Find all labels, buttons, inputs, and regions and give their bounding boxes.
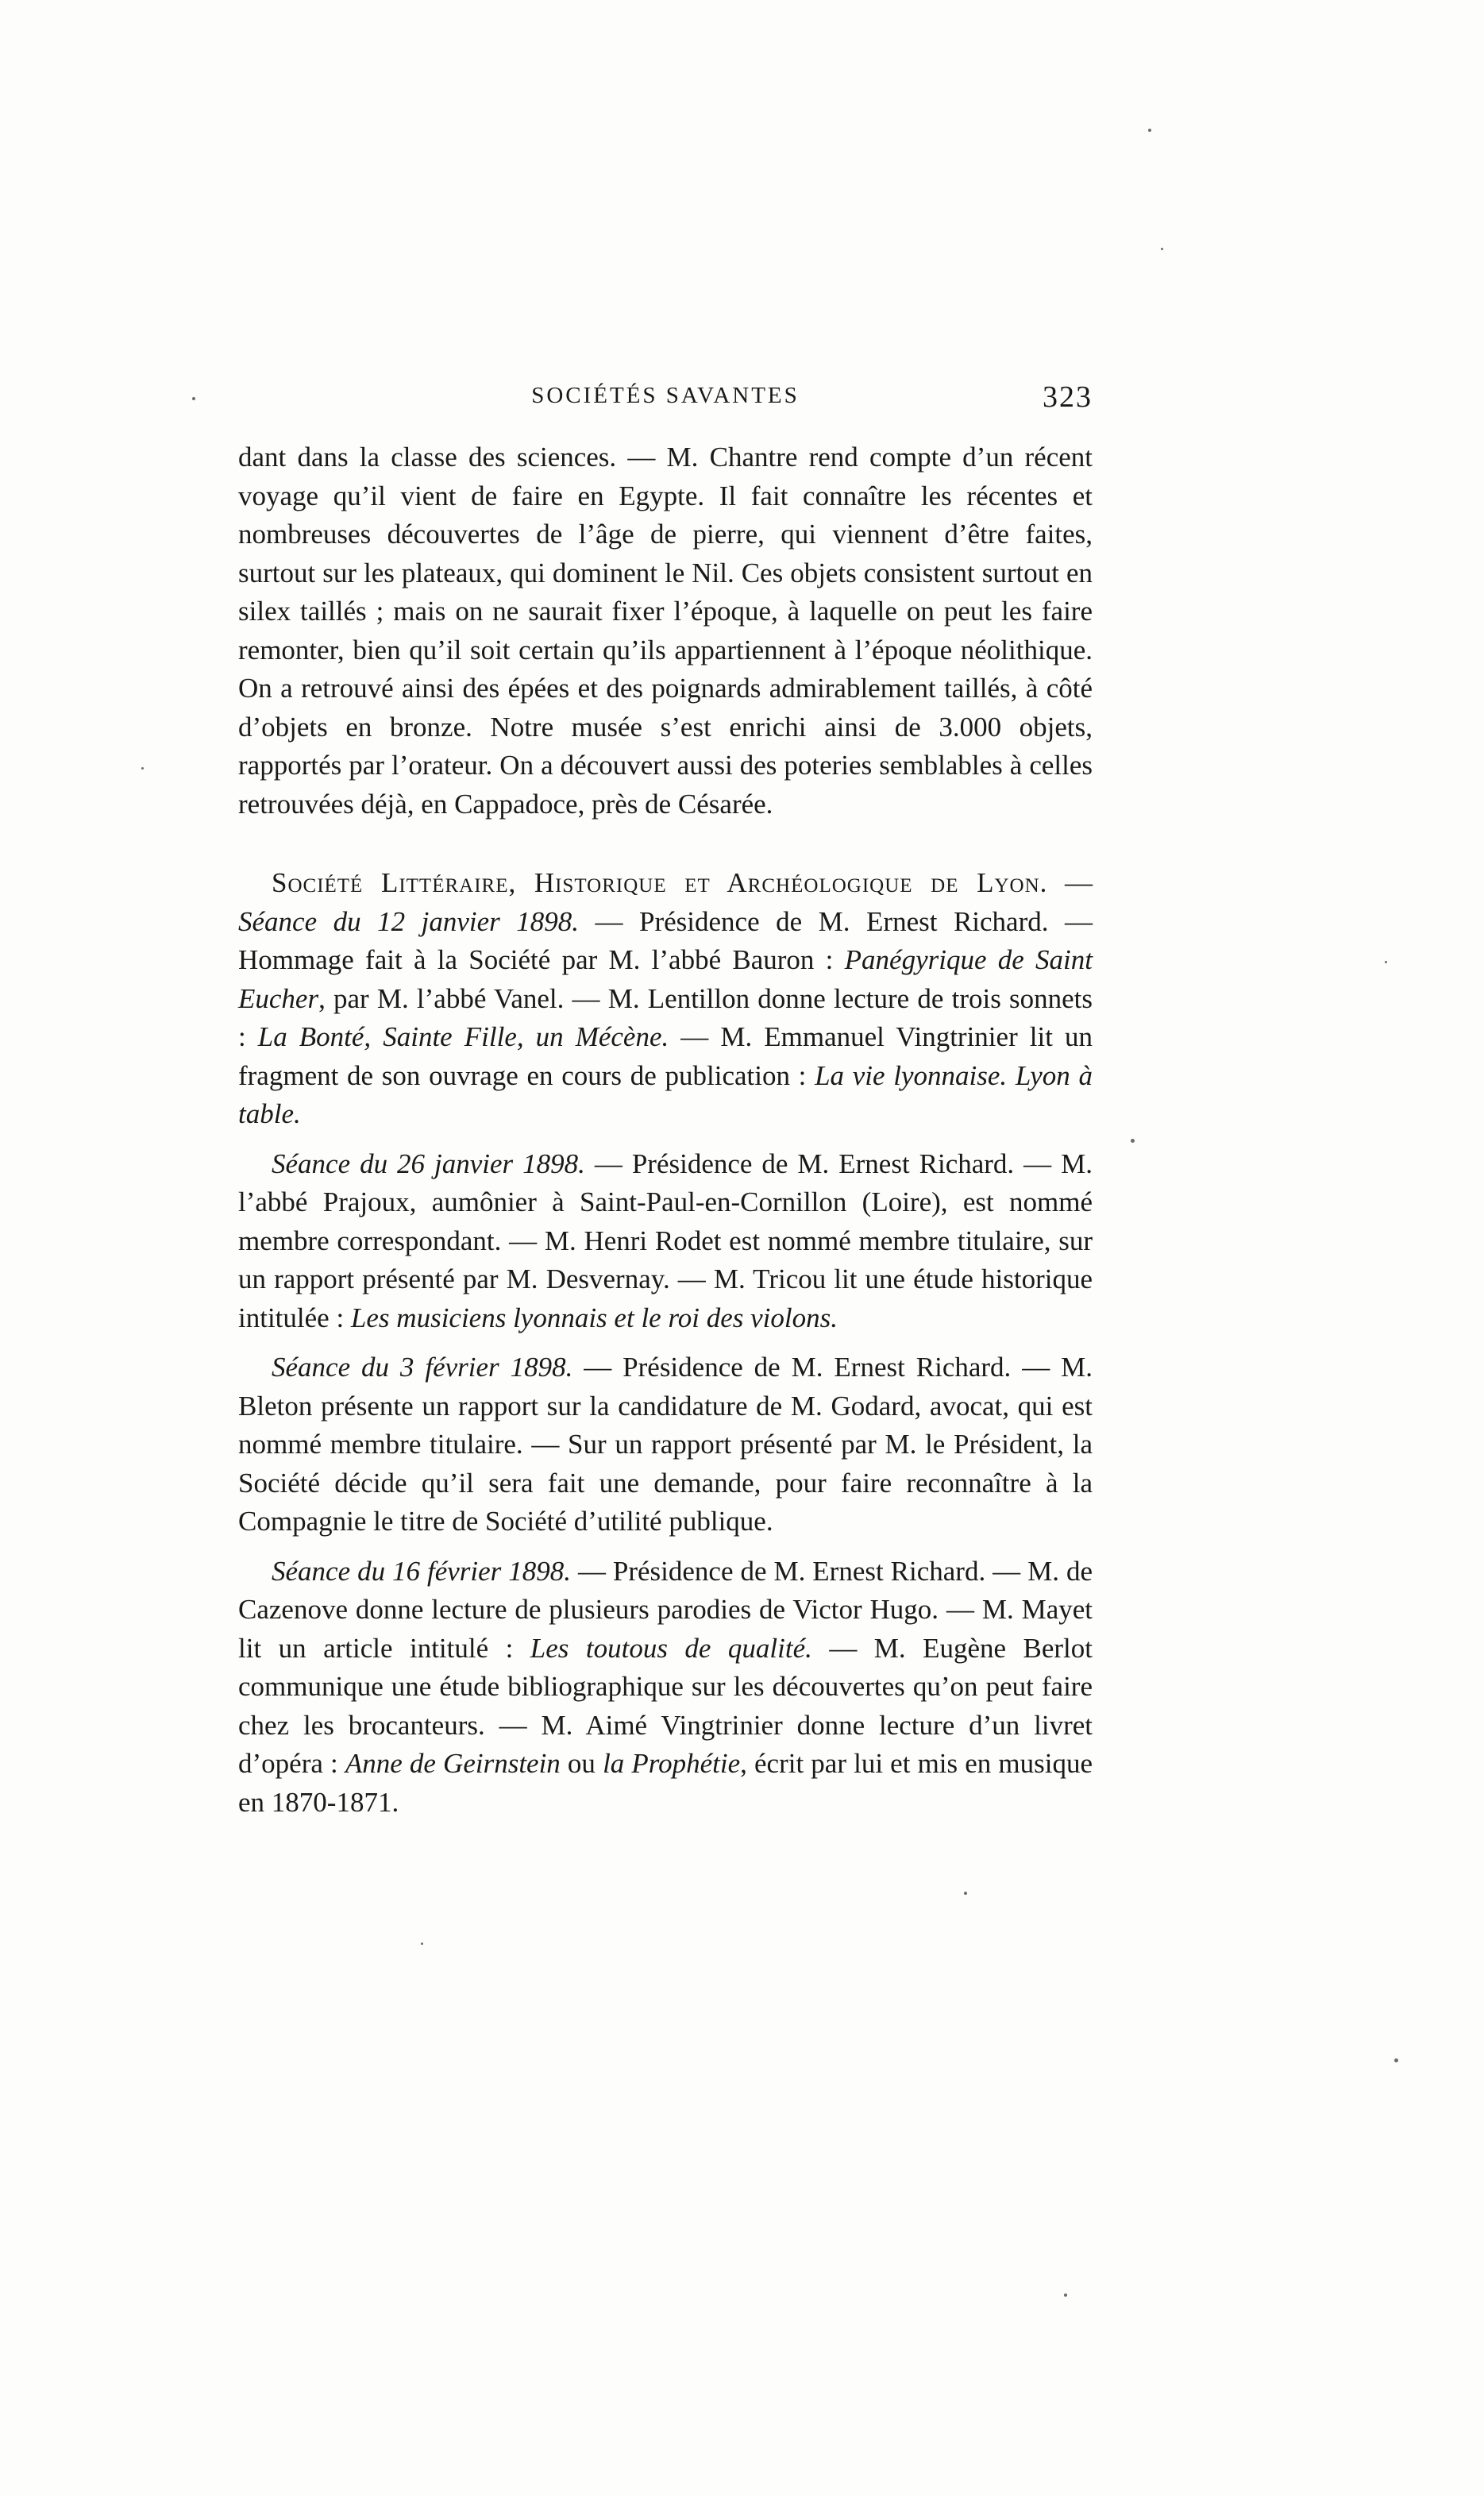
seance-date: Séance du 12 janvier 1898. — [238, 905, 580, 937]
work-title: Les toutous de qualité. — [530, 1632, 812, 1664]
work-title: Anne de Geirnstein — [345, 1748, 561, 1779]
work-title: La vie lyonnaise. Lyon à table. — [238, 1059, 1093, 1129]
scan-speck — [192, 397, 195, 400]
scan-speck — [141, 767, 144, 770]
scan-speck — [1064, 2293, 1067, 2297]
paragraph-seance-3-fevrier: Séance du 3 février 1898. — Présidence de M. Ernest Richard. — M. Bleton présente un rapport sur la candidature de M. Godard, avocat, qui est nommé membre titulaire. — Sur un rapport présenté par M. le Président, la Société décide qu’il sera fait une demande, pour faire reconnaître à la Compagnie le titre de Société d’utilité publique. — [238, 1352, 1093, 1537]
paragraph-seance-16-fevrier: Séance du 16 février 1898. — Présidence de M. Ernest Richard. — M. de Cazenove donne lecture de plusieurs parodies de Victor Hugo. — M. Mayet lit un article intitulé : Les toutous de qualité. — M. Eugène Berlot communique une étude bibliographique sur les découvertes qu’on peut faire chez les brocanteurs. — M. Aimé Vingtrinier donne lecture d’un livret d’opéra : Anne de Geirnstein ou la Prophétie, écrit par lui et mis en musique en 1870-1871. — [238, 1555, 1093, 1818]
scan-speck — [1131, 1139, 1135, 1143]
paragraph-seance-12-janvier: Société Littéraire, Historique et Archéologique de Lyon. — Séance du 12 janvier 1898. — Présidence de M. Ernest Richard. — Hommage fait à la Société par M. l’abbé Bauron : Panégyrique de Saint Eucher, par M. l’abbé Vanel. — M. Lentillon donne lecture de trois sonnets : La Bonté, Sainte Fille, un Mécène. — M. Emmanuel Vingtrinier lit un fragment de son ouvrage en cours de publication : La vie lyonnaise. Lyon à table. — [238, 867, 1093, 1129]
work-title: Les musiciens lyonnais et le roi des violons. — [350, 1302, 838, 1333]
society-heading: Société Littéraire, Historique et Archéologique de Lyon. — [272, 867, 1048, 898]
work-title: la Prophétie — [603, 1748, 741, 1779]
seance-date: Séance du 16 février 1898. — [272, 1555, 571, 1587]
paragraph-chantre-report: dant dans la classe des sciences. — M. Chantre rend compte d’un récent voyage qu’il vient de faire en Egypte. Il fait connaître les récentes et nombreuses découvertes de l’âge de pierre, qui viennent d’être faites, surtout sur les plateaux, qui dominent le Nil. Ces objets consistent surtout en silex taillés ; mais on ne saurait fixer l’époque, à laquelle on peut les faire remonter, bien qu’il soit certain qu’ils appartiennent à l’époque néolithique. On a retrouvé ainsi des épées et des poignards admirablement taillés, à côté d’objets en bronze. Notre musée s’est enrichi ainsi de 3.000 objets, rapportés par l’orateur. On a découvert aussi des poteries semblables à celles retrouvées déjà, en Cappadoce, près de Césarée. — [238, 442, 1093, 820]
scan-speck — [421, 1942, 423, 1945]
scan-speck — [1394, 2058, 1398, 2062]
page-number: 323 — [1043, 380, 1093, 414]
work-title: La Bonté, Sainte Fille, un Mécène. — [257, 1021, 669, 1052]
work-title: Panégyrique de Saint Eucher — [238, 944, 1093, 1014]
scan-speck — [964, 1892, 967, 1895]
scan-speck — [1161, 248, 1163, 250]
seance-date: Séance du 3 février 1898. — [272, 1352, 573, 1383]
paragraph-seance-26-janvier: Séance du 26 janvier 1898. — Présidence de M. Ernest Richard. — M. l’abbé Prajoux, aumônier à Saint-Paul-en-Cornillon (Loire), est nommé membre correspondant. — M. Henri Rodet est nommé membre titulaire, sur un rapport présenté par M. Desvernay. — M. Tricou lit une étude historique intitulée : Les musiciens lyonnais et le roi des violons. — [238, 1148, 1093, 1333]
running-header — [238, 380, 1093, 427]
scan-speck — [1385, 961, 1387, 963]
seance-date: Séance du 26 janvier 1898. — [272, 1148, 585, 1179]
running-title: SOCIÉTÉS SAVANTES — [531, 383, 800, 408]
page-body — [238, 438, 1093, 1822]
scan-speck — [1148, 129, 1151, 132]
